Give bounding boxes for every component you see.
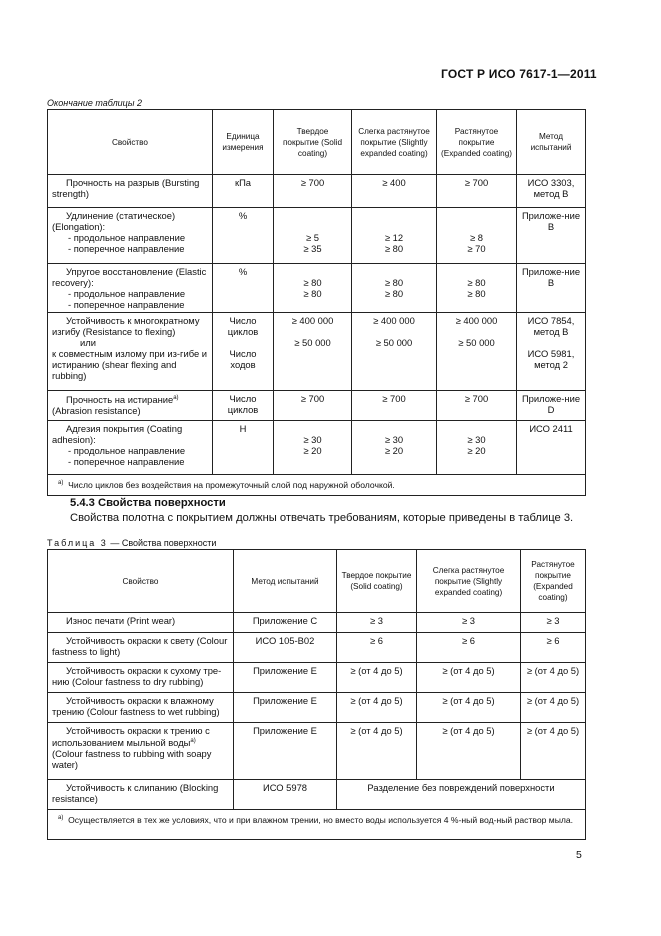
cell-property: Устойчивость к слипанию (Blocking resistance)	[48, 780, 234, 810]
table-row	[48, 391, 586, 421]
sub-longitudinal: - продольное направление	[68, 288, 186, 299]
cell-method: Приложение Е	[234, 663, 337, 693]
cell-solid: ≥ 6	[337, 633, 417, 663]
value: ≥ 400 000	[455, 315, 498, 326]
method-2: ИСО 5981, метод 2	[527, 348, 575, 370]
cell-expanded: ≥ 700	[437, 391, 517, 421]
property-text: Адгезия покрытия (Coating adhesion):	[52, 423, 183, 445]
cell-unit: %	[213, 208, 274, 264]
value: ≥ 20	[303, 445, 322, 456]
value: ≥ 400 000	[373, 315, 415, 326]
cell-solid	[274, 313, 352, 391]
cell-slight	[352, 313, 437, 391]
property-text: Прочность на истирание	[66, 394, 174, 406]
cell-slight: ≥ 3	[417, 613, 521, 633]
table-row	[48, 175, 586, 208]
property-text-2: к совместным излому при из-гибе и истиранию (shear flexing and rubbing)	[52, 348, 208, 381]
header-slight: Слегка растянутое покрытие (Slightly expanded coating)	[417, 550, 521, 613]
cell-slight	[352, 264, 437, 313]
cell-property: Устойчивость окраски к сухому тре-нию (Colour fastness to dry rubbing)	[48, 663, 234, 693]
table-row	[48, 663, 586, 693]
cell-slight: ≥ 400	[352, 175, 437, 208]
unit-1: Число циклов	[227, 315, 259, 337]
footnote-mark: a)	[190, 738, 196, 744]
cell-expanded	[437, 208, 517, 264]
table3-caption	[47, 538, 216, 548]
table-row	[48, 421, 586, 475]
header-expanded: Растянутое покрытие (Expanded coating)	[437, 110, 517, 175]
table-row	[48, 723, 586, 780]
cell-expanded	[437, 313, 517, 391]
cell-property: Устойчивость окраски к свету (Colour fastness to light)	[48, 633, 234, 663]
cell-property: Износ печати (Print wear)	[48, 613, 234, 633]
method-1: ИСО 7854, метод В	[527, 315, 575, 337]
cell-expanded: ≥ (от 4 до 5)	[521, 723, 586, 780]
cell-method: ИСО 5978	[234, 780, 337, 810]
cell-unit	[213, 313, 274, 391]
value: ≥ 30	[303, 434, 322, 445]
cell-method: Приложение Е	[234, 723, 337, 780]
cell-unit: Число циклов	[213, 391, 274, 421]
cell-method: Приложение С	[234, 613, 337, 633]
cell-solid	[274, 264, 352, 313]
footnote-mark: a)	[58, 815, 64, 821]
table3-caption-text: — Свойства поверхности	[110, 538, 217, 548]
standard-designation: ГОСТ Р ИСО 7617-1—2011	[441, 67, 597, 81]
cell-solid	[274, 421, 352, 475]
value: ≥ 80	[303, 277, 322, 288]
cell-expanded	[437, 421, 517, 475]
header-method: Метод испытаний	[517, 110, 586, 175]
table3-caption-label: Таблица 3	[47, 538, 108, 548]
cell-method	[517, 313, 586, 391]
cell-property	[48, 264, 213, 313]
section-title: 5.4.3 Свойства поверхности	[70, 497, 226, 509]
sub-transverse: - поперечное направление	[68, 456, 185, 467]
cell-property	[48, 421, 213, 475]
value: ≥ 35	[303, 243, 322, 254]
header-method: Метод испытаний	[234, 550, 337, 613]
header-solid: Твердое покрытие (Solid coating)	[337, 550, 417, 613]
cell-expanded: ≥ 6	[521, 633, 586, 663]
unit-2: Число ходов	[229, 348, 257, 370]
cell-slight: ≥ (от 4 до 5)	[417, 723, 521, 780]
cell-property: Устойчивость окраски к влажному трению (Colour fastness to wet rubbing)	[48, 693, 234, 723]
cell-property	[48, 723, 234, 780]
table3	[47, 549, 586, 840]
value: ≥ 50 000	[375, 337, 413, 348]
value: ≥ 80	[303, 288, 322, 299]
cell-unit: Н	[213, 421, 274, 475]
sub-longitudinal: - продольное направление	[68, 232, 186, 243]
footnote-text: Осуществляется в тех же условиях, что и при влажном трении, но вместо воды используется 4 %-ный вод-ный раствор мыла.	[68, 814, 574, 825]
value: ≥ 400 000	[291, 315, 334, 326]
value: ≥ 30	[384, 434, 404, 445]
sub-transverse: - поперечное направление	[68, 299, 185, 310]
cell-method: Приложение Е	[234, 693, 337, 723]
property-text: Удлинение (статическое) (Elongation):	[52, 210, 176, 232]
cell-property: Прочность на разрыв (Bursting strength)	[48, 175, 213, 208]
cell-expanded: ≥ 700	[437, 175, 517, 208]
cell-unit: %	[213, 264, 274, 313]
property-text-en: (Colour fastness to rubbing with soapy water)	[52, 748, 212, 771]
header-unit: Единица измерения	[213, 110, 274, 175]
footnote-mark: a)	[173, 395, 179, 401]
cell-slight: ≥ (от 4 до 5)	[417, 693, 521, 723]
table-row	[48, 613, 586, 633]
cell-method: Приложе-ние В	[517, 208, 586, 264]
property-text: Устойчивость к многократному изгибу (Resistance to flexing)	[52, 315, 200, 337]
cell-property	[48, 391, 213, 421]
cell-merged-result: Разделение без повреждений поверхности	[337, 780, 586, 810]
header-slight: Слегка растянутое покрытие (Slightly expanded coating)	[352, 110, 437, 175]
cell-method: Приложе-ние В	[517, 264, 586, 313]
table2-header-row	[48, 110, 586, 175]
header-property: Свойство	[48, 110, 213, 175]
header-property: Свойство	[48, 550, 234, 613]
cell-method: ИСО 105-В02	[234, 633, 337, 663]
sub-longitudinal: - продольное направление	[68, 445, 186, 456]
cell-unit: кПа	[213, 175, 274, 208]
header-expanded: Растянутое покрытие (Expanded coating)	[521, 550, 586, 613]
value: ≥ 20	[467, 445, 486, 456]
cell-slight	[352, 421, 437, 475]
cell-slight: ≥ 700	[352, 391, 437, 421]
value: ≥ 12	[384, 232, 404, 243]
cell-slight	[352, 208, 437, 264]
cell-expanded	[437, 264, 517, 313]
table-row	[48, 780, 586, 810]
section-text: Свойства полотна с покрытием должны отвечать требованиям, которые приведены в таблице 3.	[70, 512, 574, 524]
table2-footnote	[48, 475, 586, 496]
cell-solid: ≥ (от 4 до 5)	[337, 693, 417, 723]
cell-slight: ≥ 6	[417, 633, 521, 663]
property-text-en: (Abrasion resistance)	[52, 405, 141, 417]
value: ≥ 80	[384, 243, 404, 254]
table3-footnote-row	[48, 810, 586, 840]
page-number: 5	[576, 849, 582, 861]
value: ≥ 50 000	[458, 337, 495, 348]
table-row	[48, 208, 586, 264]
property-text: Устойчивость окраски к трению с использованием мыльной воды	[52, 725, 210, 749]
table2-footnote-row	[48, 475, 586, 496]
cell-solid: ≥ 700	[274, 175, 352, 208]
value: ≥ 20	[384, 445, 404, 456]
table3-footnote	[48, 810, 586, 840]
value: ≥ 70	[467, 243, 486, 254]
table3-header-row	[48, 550, 586, 613]
table2-caption: Окончание таблицы 2	[47, 98, 142, 108]
cell-expanded: ≥ (от 4 до 5)	[521, 663, 586, 693]
value: ≥ 80	[384, 277, 404, 288]
property-text: Упругое восстановление (Elastic recovery):	[52, 266, 207, 288]
cell-method: ИСО 2411	[517, 421, 586, 475]
cell-method: Приложе-ние D	[517, 391, 586, 421]
value: ≥ 50 000	[294, 337, 331, 348]
table-row	[48, 264, 586, 313]
value: ≥ 80	[467, 277, 486, 288]
value: ≥ 30	[467, 434, 486, 445]
cell-slight: ≥ (от 4 до 5)	[417, 663, 521, 693]
or-text: или	[80, 337, 96, 348]
value: ≥ 8	[470, 232, 483, 243]
cell-solid: ≥ 3	[337, 613, 417, 633]
table-row	[48, 633, 586, 663]
cell-property	[48, 208, 213, 264]
table-row	[48, 313, 586, 391]
header-solid: Твердое покрытие (Solid coating)	[274, 110, 352, 175]
cell-expanded: ≥ (от 4 до 5)	[521, 693, 586, 723]
cell-solid: ≥ (от 4 до 5)	[337, 663, 417, 693]
cell-expanded: ≥ 3	[521, 613, 586, 633]
value: ≥ 80	[384, 288, 404, 299]
footnote-mark: a)	[58, 480, 64, 486]
value: ≥ 5	[306, 232, 319, 243]
cell-solid: ≥ (от 4 до 5)	[337, 723, 417, 780]
cell-solid: ≥ 700	[274, 391, 352, 421]
cell-solid	[274, 208, 352, 264]
value: ≥ 80	[467, 288, 486, 299]
footnote-text: Число циклов без воздействия на промежуточный слой под наружной оболочкой.	[68, 479, 395, 490]
sub-transverse: - поперечное направление	[68, 243, 185, 254]
table-row	[48, 693, 586, 723]
cell-method: ИСО 3303, метод В	[517, 175, 586, 208]
cell-property	[48, 313, 213, 391]
table2	[47, 109, 586, 496]
